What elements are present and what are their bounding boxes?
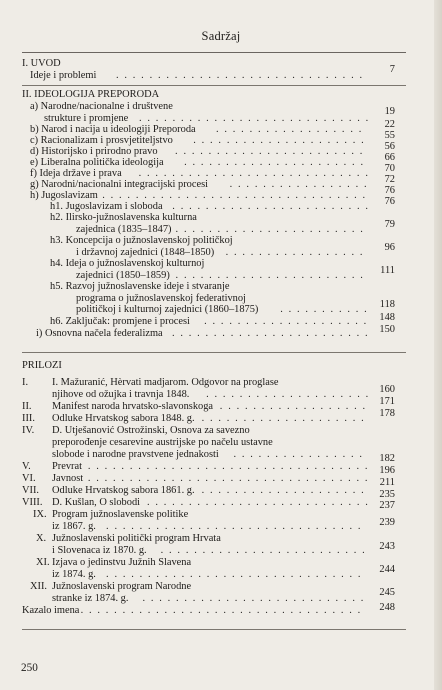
toc-entry-page: 150 bbox=[379, 324, 395, 335]
appendix-roman-numeral: X. bbox=[36, 533, 47, 544]
toc-entry-label: h2. Ilirsko-južnoslavenska kulturna bbox=[50, 212, 197, 223]
toc-entry-label: Javnost bbox=[52, 473, 84, 484]
dot-leader: . . . . . . . . . . . . . . . . . . . . . . . . . . . . bbox=[139, 113, 370, 124]
toc-entry-label: h3. Koncepcija o južnoslavenskoj političkoj bbox=[50, 235, 233, 246]
dot-leader: . . . . . . . . . . . . . . . . . bbox=[229, 179, 369, 190]
section-rule bbox=[22, 352, 406, 353]
toc-entry-page: 70 bbox=[384, 163, 395, 174]
dot-leader: . . . . . . . . . . . . . . . . . . . . . . . bbox=[175, 224, 365, 235]
toc-entry-label: I. Mažuranić, Hèrvati madjarom. Odgovor na proglase bbox=[52, 377, 279, 388]
dot-leader: . . . . . . . . . . . . . . . . . . . . bbox=[204, 316, 368, 327]
toc-entry-label: slobode i narodne pravstvene jednakosti bbox=[52, 449, 219, 460]
dot-leader: . . . . . . . . . . . . . . . . bbox=[233, 449, 364, 460]
page-number: 250 bbox=[21, 662, 38, 674]
dot-leader: . . . . . . . . . . . . . . . . . . . . . . . . . . . . . . . . . . bbox=[80, 605, 362, 616]
dot-leader: . . . . . . . . . . . . . . . . . . . . . . . . . . . . . . . . . . bbox=[87, 473, 370, 484]
appendix-roman-numeral: VII. bbox=[22, 485, 40, 496]
dot-leader: . . . . . . . . . . . . . . . . . . bbox=[219, 401, 367, 412]
dot-leader: . . . . . . . . . . . . . . . . . . . . . . . . . . . bbox=[142, 593, 365, 604]
toc-entry-label: h5. Razvoj južnoslavenske ideje i stvaranje bbox=[50, 281, 230, 292]
dot-leader: . . . . . . . . . . . . . . . . . . . . . . . . . . . bbox=[147, 497, 370, 508]
appendix-roman-numeral: VI. bbox=[22, 473, 36, 484]
dot-leader: . . . . . . . . . . . . . . . . . bbox=[225, 247, 365, 258]
toc-entry-page: 245 bbox=[379, 587, 395, 598]
toc-entry-label: D. Utješanović Ostrožinski, Osnova za savezno bbox=[52, 425, 250, 436]
toc-entry-label: političkoj i kulturnoj zajednici (1860–1875) bbox=[76, 304, 259, 315]
toc-entry-page: 111 bbox=[380, 265, 395, 276]
toc-entry-label: a) Narodne/nacionalne i društvene bbox=[30, 101, 173, 112]
toc-entry-page: 55 bbox=[384, 130, 395, 141]
dot-leader: . . . . . . . . . . . . . . . . . . . . . . . . bbox=[172, 201, 370, 212]
toc-entry-page: 243 bbox=[379, 541, 395, 552]
toc-entry-page: 19 bbox=[384, 106, 395, 117]
appendix-roman-numeral: V. bbox=[22, 461, 31, 472]
appendix-roman-numeral: XI. bbox=[36, 557, 50, 568]
toc-entry-label: Južnoslavenski politički program Hrvata bbox=[52, 533, 221, 544]
dot-leader: . . . . . . . . . . . . . . . . . . . . bbox=[201, 413, 366, 424]
appendix-roman-numeral: XII. bbox=[30, 581, 48, 592]
toc-entry-label: zajednica (1835–1847) bbox=[76, 224, 172, 235]
toc-entry-label: Kazalo imena bbox=[22, 605, 80, 616]
toc-entry-label: c) Racionalizam i prosvjetiteljstvo bbox=[30, 135, 173, 146]
dot-leader: . . . . . . . . . . . . . . . . . . . . . . . . . . . . bbox=[138, 168, 370, 179]
toc-entry-label: g) Narodni/nacionalni integracijski procesi bbox=[30, 179, 209, 190]
dot-leader: . . . . . . . . . . . . . . . . . . . . bbox=[206, 389, 370, 400]
toc-entry-page: 237 bbox=[379, 500, 395, 511]
appendix-roman-numeral: IX. bbox=[33, 509, 47, 520]
page-edge-shadow bbox=[434, 0, 442, 690]
toc-entry-label: programa o južnoslavenskoj federativnoj bbox=[76, 293, 246, 304]
toc-entry-page: 196 bbox=[379, 465, 395, 476]
toc-entry-page: 76 bbox=[384, 185, 395, 196]
dot-leader: . . . . . . . . . . . . . . . . . . . . . . . . . . . . . . . bbox=[106, 569, 363, 580]
appendix-roman-numeral: III. bbox=[22, 413, 35, 424]
section-heading-uvod: I. UVOD bbox=[22, 58, 61, 69]
toc-entry-page: 79 bbox=[384, 219, 395, 230]
toc-entry-label: iz 1874. g. bbox=[52, 569, 96, 580]
toc-entry-label: b) Narod i nacija u ideologiji Preporoda bbox=[30, 124, 196, 135]
dot-leader: . . . . . . . . . . . . . . . . . . . . . . . . . . . . . . . . . . bbox=[87, 461, 370, 472]
toc-entry-page: 56 bbox=[384, 141, 395, 152]
toc-entry-label: Južnoslavenski program Narodne bbox=[52, 581, 192, 592]
toc-entry-page: 211 bbox=[379, 477, 395, 488]
toc-entry-page: 148 bbox=[379, 312, 395, 323]
appendix-roman-numeral: I. bbox=[22, 377, 29, 388]
dot-leader: . . . . . . . . . . . . . . . . . . . . . bbox=[193, 135, 366, 146]
dot-leader: . . . . . . . . . . . . . . . . . . . . . . . . . . . . . . bbox=[116, 70, 364, 81]
toc-entry-label: Program južnoslavenske politike bbox=[52, 509, 189, 520]
toc-entry-label: h1. Jugoslavizam i sloboda bbox=[50, 201, 163, 212]
toc-entry-page: 248 bbox=[379, 602, 395, 613]
toc-entry-page: 239 bbox=[379, 517, 395, 528]
section-rule bbox=[22, 85, 406, 86]
dot-leader: . . . . . . . . . . . . . . . . . . . . bbox=[201, 485, 366, 496]
toc-entry-page: 235 bbox=[379, 489, 395, 500]
dot-leader: . . . . . . . . . . . . . . . . . . . . . . . bbox=[175, 146, 364, 157]
dot-leader: . . . . . . . . . . . . . . . . . . . . . . . bbox=[175, 270, 365, 281]
toc-entry-page: 182 bbox=[379, 453, 395, 464]
page-title: Sadržaj bbox=[201, 29, 241, 43]
appendix-roman-numeral: VIII. bbox=[22, 497, 43, 508]
toc-entry-label: preporođenje cesarevine austrijske po načelu ustavne bbox=[52, 437, 273, 448]
toc-entry-label: h) Jugoslavizam bbox=[30, 190, 98, 201]
toc-entry-label: Odluke Hrvatskog sabora 1861. g. bbox=[52, 485, 195, 496]
dot-leader: . . . . . . . . . . . . . . . . . . . . . . . . bbox=[171, 328, 370, 339]
section-rule bbox=[22, 629, 406, 630]
toc-entry-page: 72 bbox=[384, 174, 395, 185]
section-heading-prilozi: PRILOZI bbox=[22, 360, 62, 371]
dot-leader: . . . . . . . . . . . . . . . . . . . . . . . . . . . . . . . . bbox=[102, 190, 367, 201]
toc-entry-label: f) Ideja države i prava bbox=[30, 168, 122, 179]
toc-entry-label: stranke iz 1874. g. bbox=[52, 593, 129, 604]
toc-entry-label: Manifest naroda hrvatsko-slavonskoga bbox=[52, 401, 214, 412]
toc-entry-label: njihove od ožujka i travnja 1848. bbox=[52, 389, 190, 400]
toc-entry-label: iz 1867. g. bbox=[52, 521, 96, 532]
toc-entry-label: i) Osnovna načela federalizma bbox=[36, 328, 163, 339]
appendix-roman-numeral: II. bbox=[22, 401, 32, 412]
toc-entry-page: 7 bbox=[389, 64, 395, 75]
toc-entry-label: h6. Zaključak: promjene i procesi bbox=[50, 316, 190, 327]
dot-leader: . . . . . . . . . . . . . . . . . . . . . . bbox=[184, 157, 365, 168]
toc-entry-page: 66 bbox=[384, 152, 395, 163]
toc-entry-page: 96 bbox=[384, 242, 395, 253]
toc-entry-page: 22 bbox=[384, 119, 395, 130]
toc-entry-page: 178 bbox=[379, 408, 395, 419]
section-heading-ideologija: II. IDEOLOGIJA PREPORODA bbox=[22, 89, 160, 100]
toc-entry-page: 76 bbox=[384, 196, 395, 207]
top-rule bbox=[22, 52, 406, 53]
toc-entry-label: i Slovenaca iz 1870. g. bbox=[52, 545, 147, 556]
toc-entry-label: d) Historijsko i prirodno pravo bbox=[30, 146, 158, 157]
toc-entry-page: 171 bbox=[379, 396, 395, 407]
dot-leader: . . . . . . . . . . . . . . . . . . . . . . . . . bbox=[160, 545, 367, 556]
toc-entry-label: h4. Ideja o južnoslavenskoj kulturnoj bbox=[50, 258, 205, 269]
toc-entry-label: Ideje i problemi bbox=[30, 70, 97, 81]
toc-entry-label: Odluke Hrvatskog sabora 1848. g. bbox=[52, 413, 195, 424]
toc-entry-page: 118 bbox=[379, 299, 395, 310]
appendix-roman-numeral: IV. bbox=[22, 425, 35, 436]
toc-entry-label: D. Kušlan, O slobodi bbox=[52, 497, 141, 508]
dot-leader: . . . . . . . . . . . . . . . . . . . . . . . . . . . . . . . bbox=[106, 521, 363, 532]
toc-entry-page: 244 bbox=[379, 564, 395, 575]
toc-entry-label: Izjava o jedinstvu Južnih Slavena bbox=[52, 557, 192, 568]
toc-entry-page: 160 bbox=[379, 384, 395, 395]
toc-entry-label: strukture i promjene bbox=[44, 113, 129, 124]
toc-entry-label: i državnoj zajednici (1848–1850) bbox=[76, 247, 215, 258]
toc-entry-label: zajednici (1850–1859) bbox=[76, 270, 170, 281]
toc-entry-label: e) Liberalna politička ideologija bbox=[30, 157, 164, 168]
dot-leader: . . . . . . . . . . . . . . . . . . bbox=[216, 124, 363, 135]
dot-leader: . . . . . . . . . . . bbox=[280, 304, 369, 315]
toc-entry-label: Prevrat bbox=[52, 461, 83, 472]
